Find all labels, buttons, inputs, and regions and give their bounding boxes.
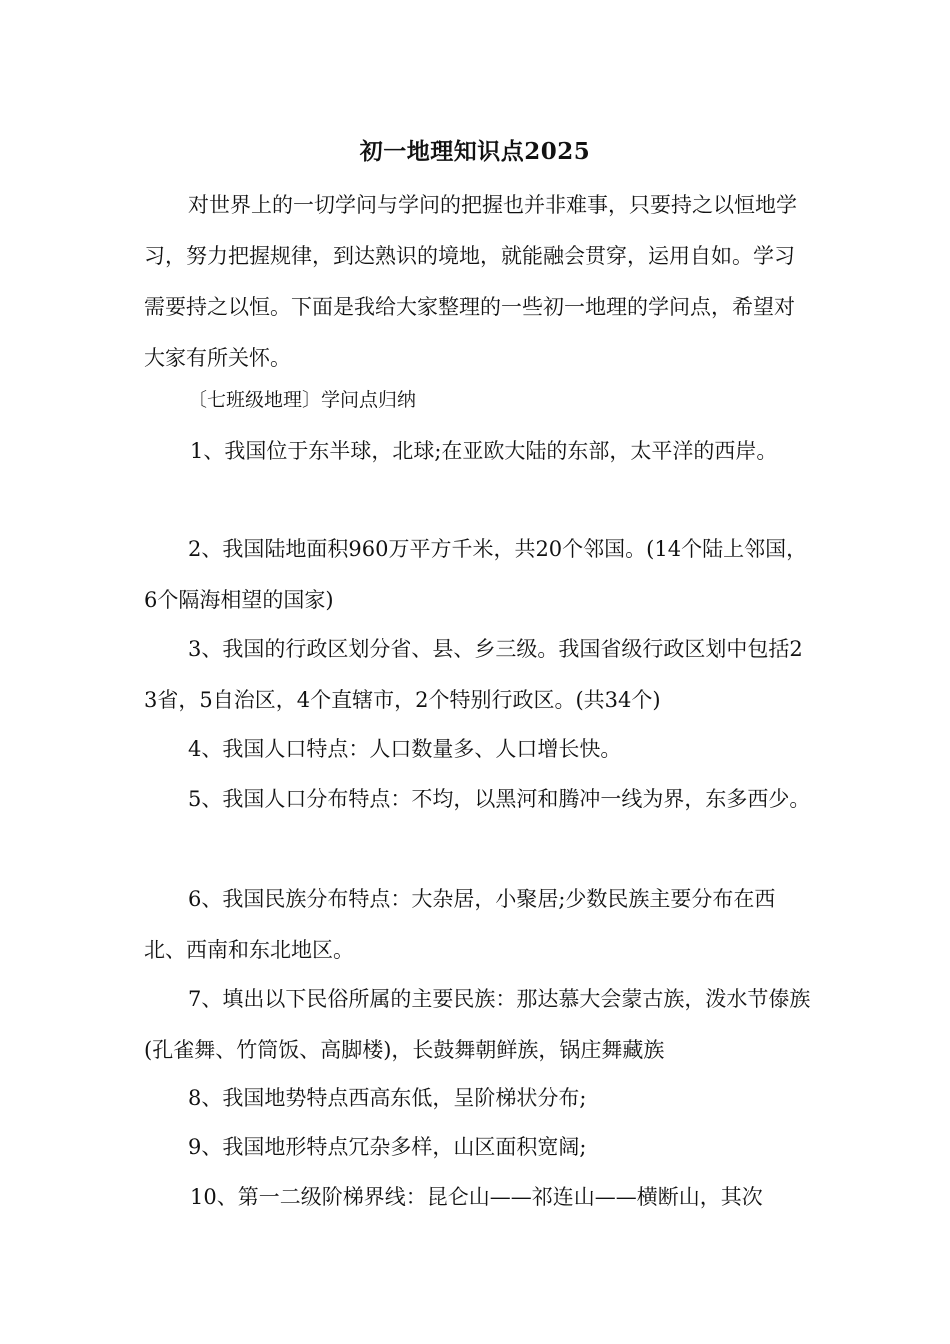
list-item-3: 3、我国的行政区划分省、县、乡三级。我国省级行政区划中包括23省，5自治区，4个直辖市，2个特别行政区。(共34个) <box>144 637 803 712</box>
intro-paragraph: 对世界上的一切学问与学问的把握也并非难事，只要持之以恒地学习，努力把握规律，到达熟识的境地，就能融会贯穿，运用自如。学习需要持之以恒。下面是我给大家整理的一些初一地理的学问点，希望对大家有所关怀。 <box>144 193 797 370</box>
document-title: 初一地理知识点2025 <box>359 138 591 165</box>
list-item-6: 6、我国民族分布特点：大杂居，小聚居;少数民族主要分布在西北、西南和东北地区。 <box>144 887 776 962</box>
list-item-8: 8、我国地势特点西高东低，呈阶梯状分布; <box>188 1086 587 1110</box>
section-heading: 〔七班级地理〕学问点归纳 <box>188 389 417 411</box>
list-item-7: 7、填出以下民俗所属的主要民族：那达慕大会蒙古族，泼水节傣族(孔雀舞、竹筒饭、高脚楼)，长鼓舞朝鲜族，锅庄舞藏族 <box>144 987 811 1062</box>
list-item-10: 10、第一二级阶梯界线：昆仑山——祁连山——横断山，其次 <box>190 1185 763 1209</box>
list-item-1: 1、我国位于东半球，北球;在亚欧大陆的东部，太平洋的西岸。 <box>190 439 778 463</box>
list-item-4: 4、我国人口特点：人口数量多、人口增长快。 <box>188 737 622 761</box>
list-item-2: 2、我国陆地面积960万平方千米，共20个邻国。(14个陆上邻国，6个隔海相望的国家) <box>144 537 808 612</box>
list-item-9: 9、我国地形特点冗杂多样，山区面积宽阔; <box>188 1135 587 1159</box>
list-item-5: 5、我国人口分布特点：不均，以黑河和腾冲一线为界，东多西少。 <box>188 787 811 811</box>
